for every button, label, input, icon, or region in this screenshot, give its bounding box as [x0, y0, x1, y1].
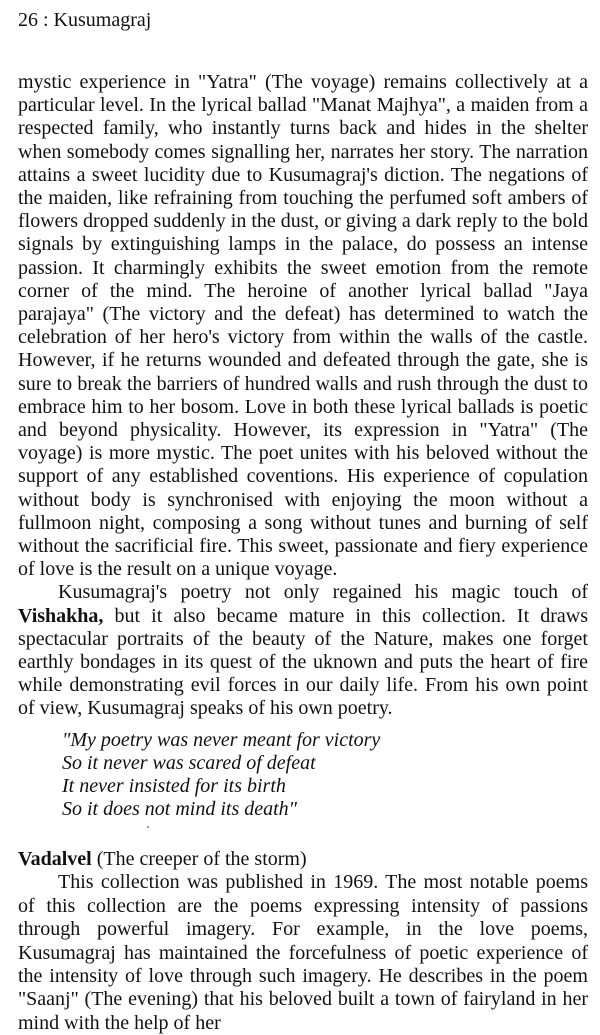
verse-line: It never insisted for its birth: [62, 775, 286, 797]
vishakha-title: Vishakha,: [18, 604, 104, 627]
running-head: 26 : Kusumagraj: [18, 9, 152, 31]
paragraph-2-text-end: but it also became mature in this collection. It draws spectacular portraits of the beauty of the Nature, makes one forget earthly bondages in its quest of the uknown and puts the heart of fire while demonstrating evil forces in our daily life. From his own point of view, Kusumagraj speaks of his own poetry.: [18, 604, 588, 720]
paragraph-poetry-maturity: [18, 581, 588, 720]
vadalvel-section: [18, 848, 588, 1035]
paragraph-2-text-start: Kusumagraj's poetry not only regained his magic touch of: [58, 581, 588, 604]
vadalvel-paragraph: This collection was published in 1969. The most notable poems of this collection are the poems expressing intensity of passions through powerful imagery. For example, in the love poems, Kusumagraj has maintained the forcefulness of poetic experience of the intensity of love through such imagery. He describes in the poem "Saanj" (The evening) that his beloved built a town of fairyland in her mind with the help of her: [18, 871, 588, 1034]
verse-line: So it does not mind its death": [62, 798, 298, 820]
main-text: [18, 71, 588, 721]
verse-line: "My poetry was never meant for victory: [62, 729, 381, 751]
paragraph-yatra-discussion: mystic experience in "Yatra" (The voyage) remains collectively at a particular level. In the lyrical ballad "Manat Majhya", a maiden from a respected family, who instantly turns back and hides in the shelter when somebody comes signalling her, narrates her story. The narration attains a sweet lucidity due to Kusumagraj's diction. The negations of the maiden, like refraining from touching the perfumed soft ambers of flowers dropped suddenly in the dust, or giving a dark reply to the bold signals by extinguishing lamps in the palace, do possess an intense passion. It charmingly exhibits the sweet emotion from the remote corner of the mind. The heroine of another lyrical ballad "Jaya parajaya" (The victory and the defeat) has determined to watch the celebration of her hero's victory from within the walls of the castle. However, if he returns wounded and defeated through the gate, she is sure to break the barriers of hundred walls and rush through the dust to embrace him to her bosom. Love in both these lyrical ballads is poetic and beyond physicality. However, its expression in "Yatra" (The voyage) is more mystic. The poet unites with his beloved without the support of any established coventions. His experience of copulation without body is synchronised with enjoying the moon without a fullmoon night, composing a song without tunes and burning of self without the sacrificial fire. This sweet, passionate and fiery experience of love is the result on a unique voyage.: [18, 71, 588, 581]
section-title-translation: (The creeper of the storm): [91, 848, 307, 870]
section-title: Vadalvel: [18, 848, 92, 870]
print-speck: [147, 826, 149, 828]
verse-line: So it never was scared of defeat: [62, 752, 316, 774]
verse-quotation: [62, 729, 542, 821]
section-heading: [18, 848, 588, 871]
